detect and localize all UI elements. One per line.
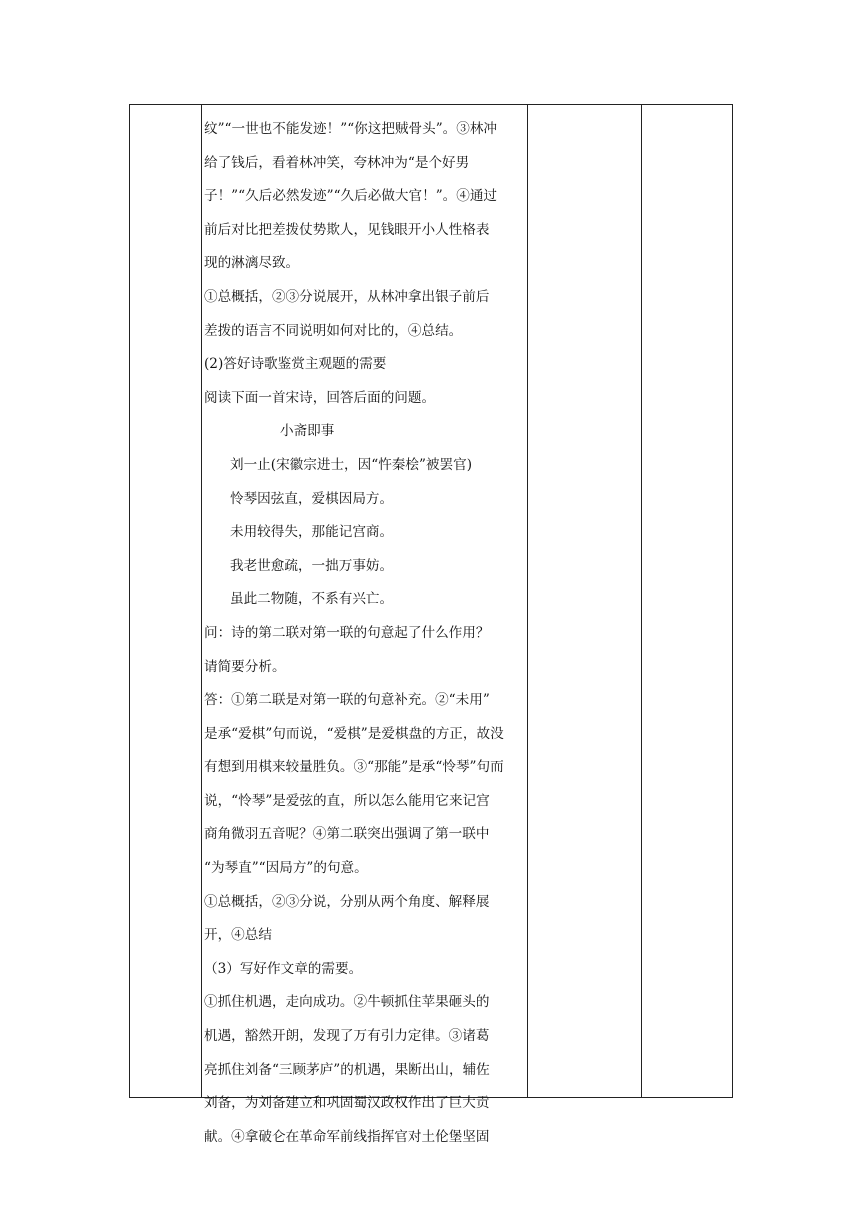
text-line: ①总概括，②③分说展开，从林冲拿出银子前后 <box>204 288 490 305</box>
answer-line: 商角微羽五音呢？④第二联突出强调了第一联中 <box>204 826 490 843</box>
poem-line: 我老世愈疏，一拙万事妨。 <box>230 557 394 574</box>
text-line: 亮抓住刘备“三顾茅庐”的机遇，果断出山，辅佐 <box>204 1061 490 1078</box>
table-row <box>130 105 733 1098</box>
text-line: 开，④总结 <box>204 927 272 944</box>
poem-line: 怜琴因弦直，爱棋因局方。 <box>230 490 394 507</box>
answer-line: “为琴直”“因局方”的句意。 <box>204 860 368 877</box>
text-line: 纹”“一世也不能发迹！”“你这把贼骨头”。③林冲 <box>204 121 498 137</box>
text-line: 机遇，豁然开朗，发现了万有引力定律。③诸葛 <box>204 1028 490 1045</box>
poem-author: 刘一止(宋徽宗进士，因“忤秦桧”被罢官) <box>230 456 473 473</box>
table-cell-left <box>130 105 202 1098</box>
text-line: ①总概括，②③分说，分别从两个角度、解释展 <box>204 893 490 910</box>
table-cell-notes <box>528 105 642 1098</box>
text-line: 差拨的语言不同说明如何对比的，④总结。 <box>204 322 463 339</box>
text-line: 献。④拿破仑在革命军前线指挥官对土伦堡坚固 <box>204 1128 490 1145</box>
text-line: 刘备，为刘备建立和巩固蜀汉政权作出了巨大贡 <box>204 1095 490 1112</box>
answer-line: 答：①第二联是对第一联的句意补充。②“未用” <box>204 692 490 709</box>
section-heading: (2)答好诗歌鉴赏主观题的需要 <box>204 356 387 373</box>
document-table <box>129 104 733 1145</box>
table-cell-right <box>642 105 733 1098</box>
section-heading: （3）写好作文章的需要。 <box>204 960 363 977</box>
question-line: 问：诗的第二联对第一联的句意起了什么作用？ <box>204 624 490 641</box>
text-line: 前后对比把差拨仗势欺人，见钱眼开小人性格表 <box>204 221 490 238</box>
poem-line: 未用较得失，那能记宫商。 <box>230 524 394 541</box>
text-line: 现的淋漓尽致。 <box>204 255 300 272</box>
table-cell-content <box>202 105 528 1145</box>
text-line: 阅读下面一首宋诗，回答后面的问题。 <box>204 389 436 406</box>
answer-line: 有想到用棋来较量胜负。③“那能”是承“怜琴”句而 <box>204 759 504 776</box>
answer-line: 是承“爱棋”句而说，“爱棋”是爱棋盘的方正，故没 <box>204 725 504 742</box>
question-line: 请简要分析。 <box>204 658 286 675</box>
content-text <box>202 105 527 1145</box>
answer-line: 说，“怜琴”是爱弦的直，所以怎么能用它来记宫 <box>204 792 490 809</box>
text-line: 给了钱后，看着林冲笑，夸林冲为“是个好男 <box>204 154 470 171</box>
text-line: 子！”“久后必然发迹”“久后必做大官！”。④通过 <box>204 188 498 205</box>
poem-line: 虽此二物随，不系有兴亡。 <box>230 591 394 608</box>
text-line: ①抓住机遇，走向成功。②牛顿抓住苹果砸头的 <box>204 994 490 1011</box>
poem-title: 小斋即事 <box>280 423 335 440</box>
